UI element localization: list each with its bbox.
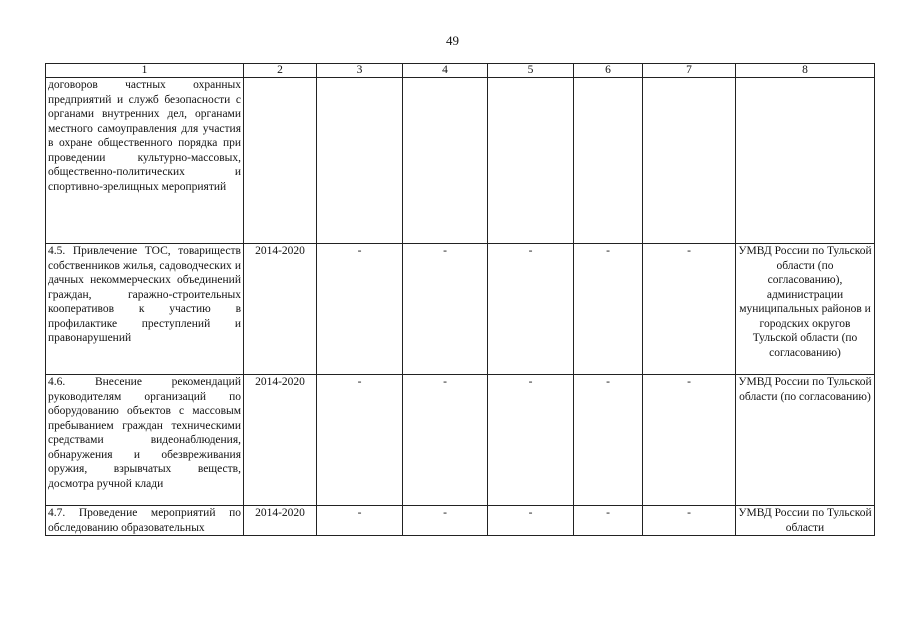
table-row xyxy=(46,375,875,506)
funding-cell xyxy=(643,78,736,244)
funding-cell: - xyxy=(317,375,403,506)
table-row xyxy=(46,78,875,244)
funding-cell: - xyxy=(643,375,736,506)
measure-description: 4.6. Внесение рекомендаций руководителям организаций по оборудованию объектов с массовым пребыванием граждан техническими средствами видеонаблюдения, обнаружения и обезвреживания оружия, взрывчатых веществ, досмотра ручной клади xyxy=(46,375,244,506)
measure-description: договоров частных охранных предприятий и служб безопасности с органами внутренних дел, органами местного самоуправления для участия в охране общественного порядка при проведении культурно-массовых, общественно-политических и спортивно-зрелищных мероприятий xyxy=(46,78,244,244)
funding-cell xyxy=(574,78,643,244)
measure-responsible: УМВД России по Тульской области (по согласованию), администрации муниципальных районов и городских округов Тульской области (по согласованию) xyxy=(736,244,875,375)
funding-cell: - xyxy=(317,244,403,375)
funding-cell: - xyxy=(488,244,574,375)
measure-description: 4.7. Проведение мероприятий по обследованию образовательных xyxy=(46,506,244,536)
column-header: 3 xyxy=(317,64,403,78)
funding-cell: - xyxy=(317,506,403,536)
measure-period xyxy=(244,78,317,244)
funding-cell: - xyxy=(403,506,488,536)
funding-cell: - xyxy=(574,375,643,506)
column-number-row xyxy=(46,64,875,78)
column-header: 1 xyxy=(46,64,244,78)
funding-cell: - xyxy=(488,506,574,536)
column-header: 2 xyxy=(244,64,317,78)
funding-cell: - xyxy=(574,506,643,536)
measure-period: 2014-2020 xyxy=(244,506,317,536)
page-number: 49 xyxy=(446,33,459,48)
funding-cell: - xyxy=(403,375,488,506)
table-row xyxy=(46,506,875,536)
measure-period: 2014-2020 xyxy=(244,375,317,506)
measure-period: 2014-2020 xyxy=(244,244,317,375)
table-row xyxy=(46,244,875,375)
funding-cell: - xyxy=(643,244,736,375)
funding-cell: - xyxy=(403,244,488,375)
column-header: 5 xyxy=(488,64,574,78)
funding-cell xyxy=(317,78,403,244)
funding-cell: - xyxy=(574,244,643,375)
column-header: 4 xyxy=(403,64,488,78)
measure-responsible: УМВД России по Тульской области xyxy=(736,506,875,536)
funding-cell: - xyxy=(643,506,736,536)
funding-cell: - xyxy=(488,375,574,506)
column-header: 7 xyxy=(643,64,736,78)
funding-cell xyxy=(488,78,574,244)
column-header: 8 xyxy=(736,64,875,78)
measure-responsible: УМВД России по Тульской области (по согласованию) xyxy=(736,375,875,506)
measure-description: 4.5. Привлечение ТОС, товариществ собственников жилья, садоводческих и дачных некоммерческих объединений граждан, гаражно-строительных кооперативов к участию в профилактике преступлений и правонарушений xyxy=(46,244,244,375)
column-header: 6 xyxy=(574,64,643,78)
measures-table xyxy=(45,63,875,536)
measure-responsible xyxy=(736,78,875,244)
funding-cell xyxy=(403,78,488,244)
